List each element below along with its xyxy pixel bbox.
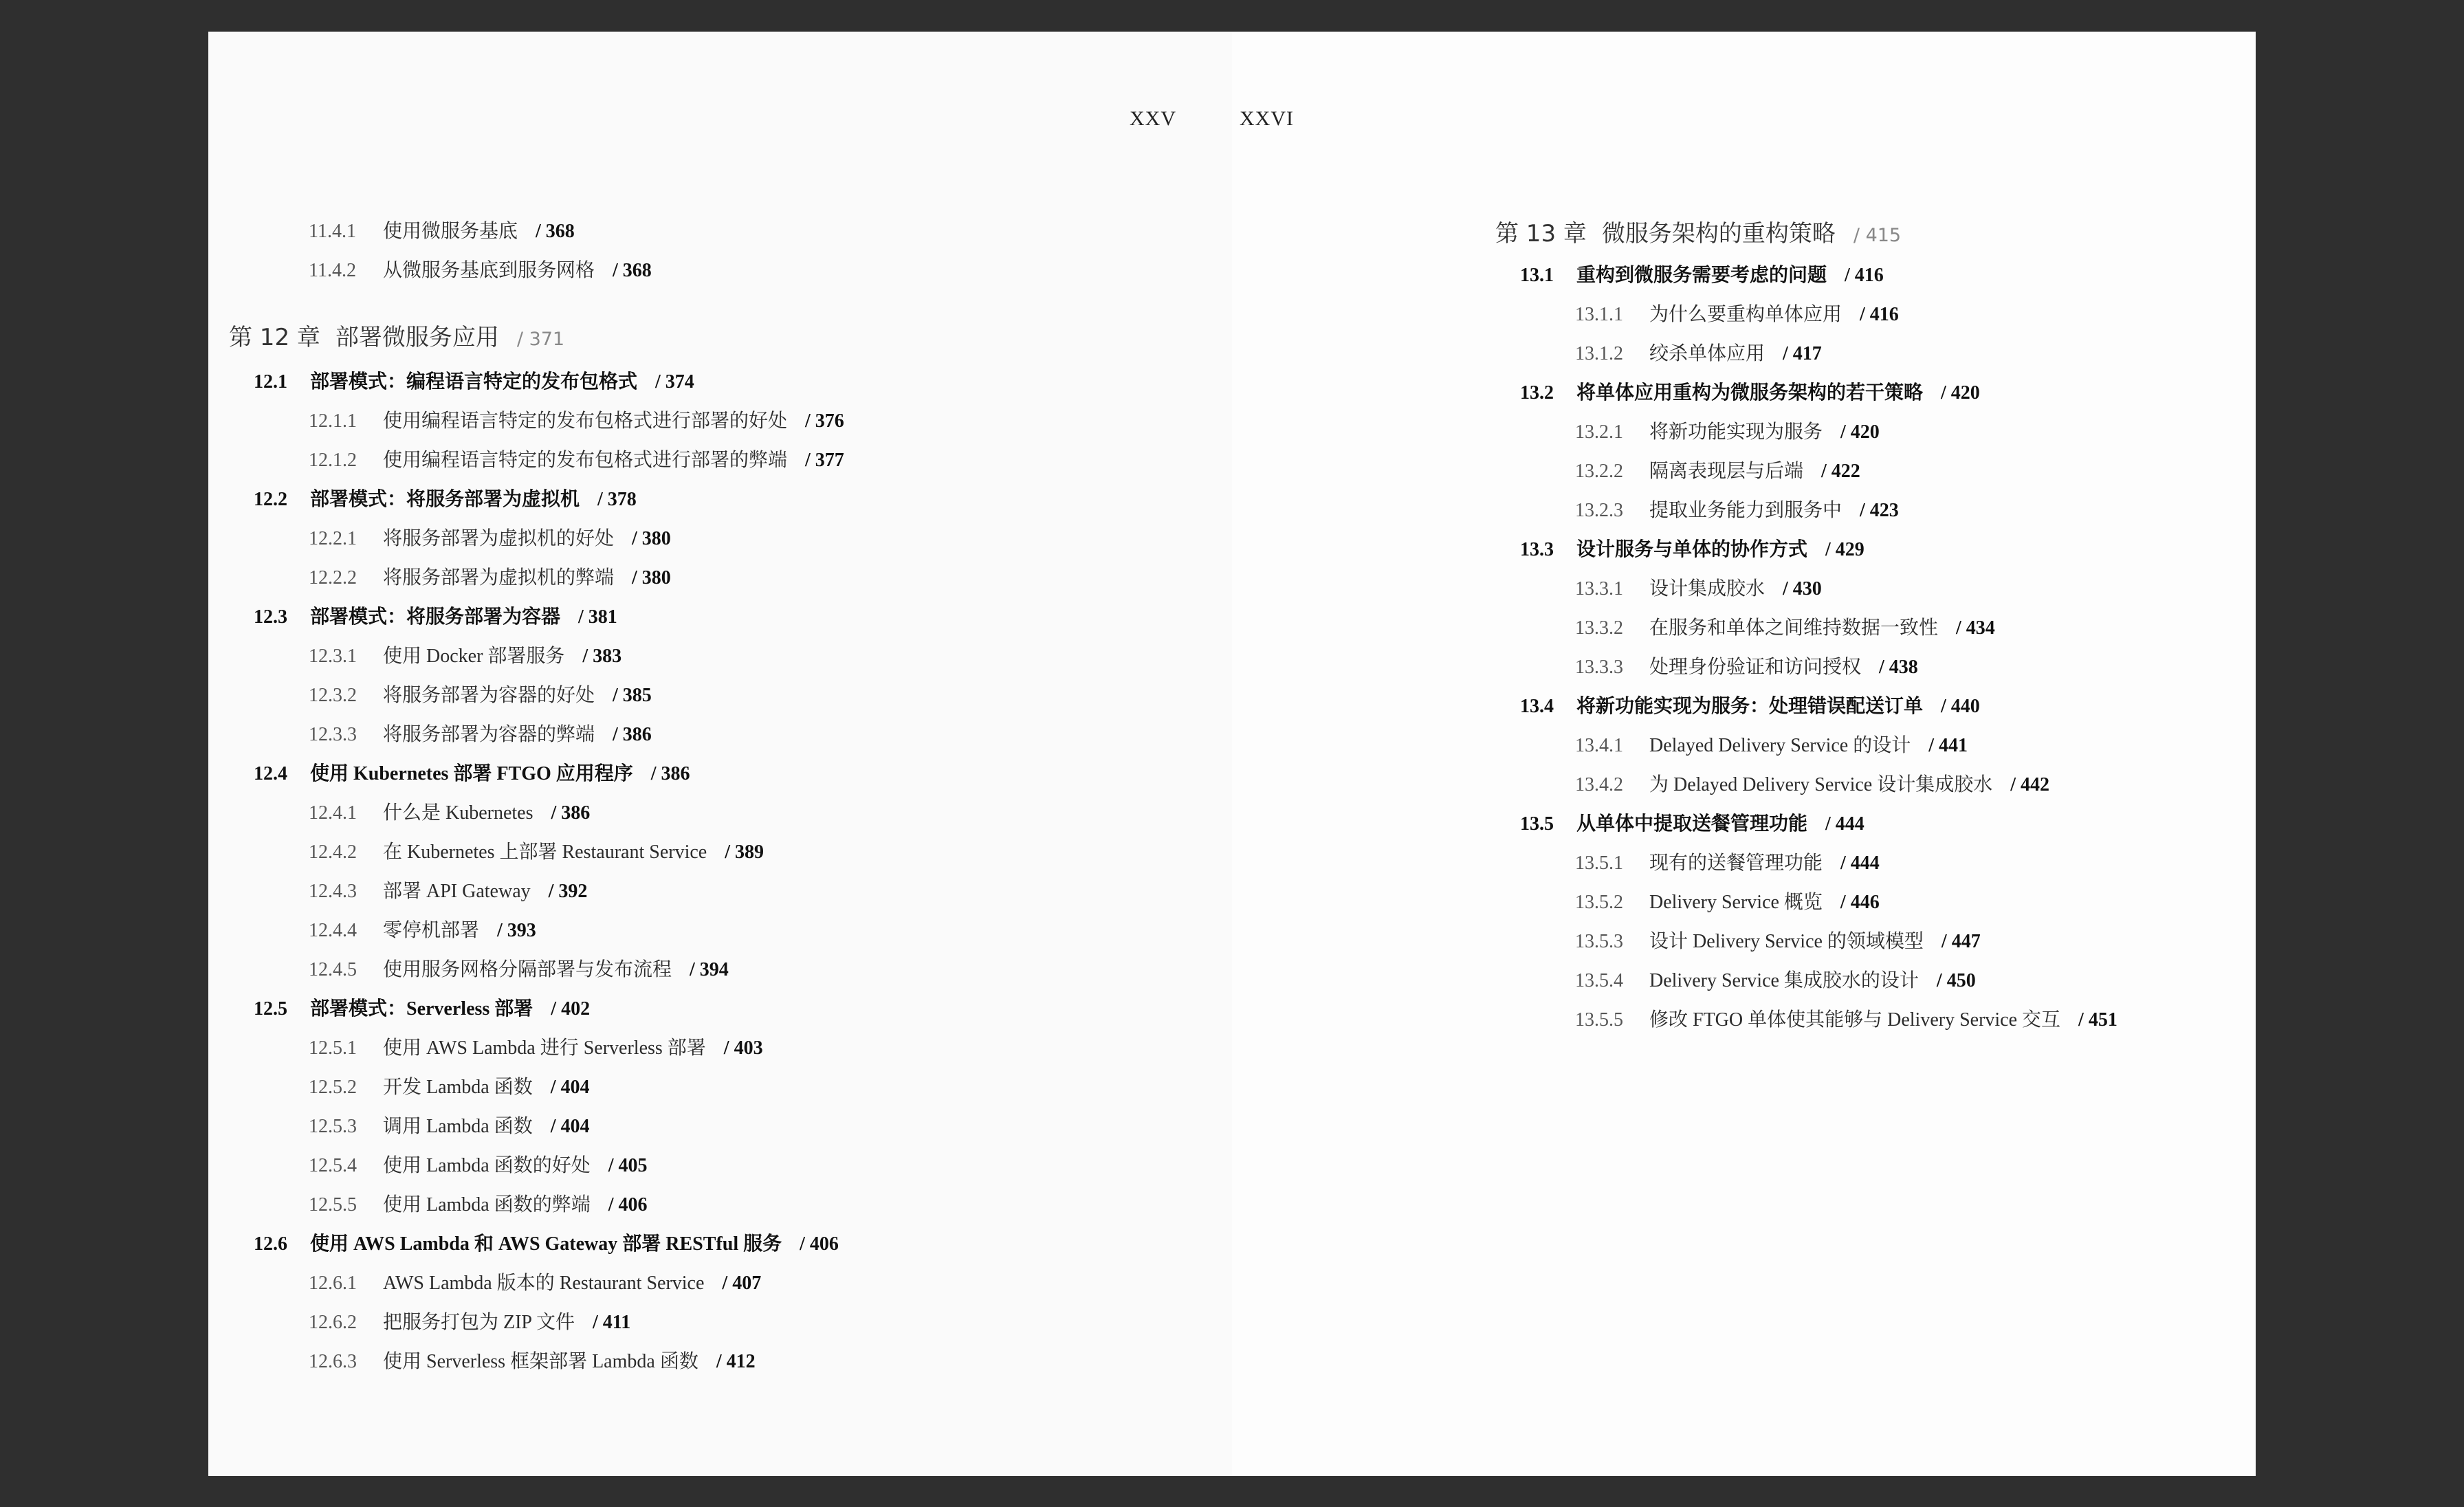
toc-entry-number: 12.2.1 — [309, 528, 357, 549]
toc-subsection-entry — [309, 686, 652, 705]
left-page — [208, 32, 1232, 1476]
toc-entry-title: 使用编程语言特定的发布包格式进行部署的弊端 — [383, 450, 788, 471]
page-number-left: XXV — [1130, 107, 1176, 130]
toc-chapter-entry — [1495, 220, 1902, 248]
toc-entry-title: 从微服务基底到服务网格 — [383, 260, 595, 281]
toc-entry-title: 处理身份验证和访问授权 — [1649, 657, 1862, 678]
toc-entry-number: 11.4.2 — [309, 260, 356, 281]
toc-entry-page: / 420 — [1941, 382, 1980, 404]
toc-entry-number: 12.5.2 — [309, 1077, 357, 1098]
toc-entry-title: 使用 Lambda 函数的好处 — [383, 1155, 591, 1176]
toc-entry-number: 12.4.2 — [309, 842, 357, 863]
toc-entry-page: / 368 — [613, 260, 652, 281]
toc-entry-title: 部署模式：将服务部署为容器 — [310, 606, 561, 628]
toc-entry-number: 12.4.5 — [309, 959, 357, 980]
toc-subsection-entry — [309, 960, 729, 980]
toc-entry-title: 使用编程语言特定的发布包格式进行部署的好处 — [383, 410, 788, 432]
toc-entry-title: 将服务部署为容器的好处 — [383, 685, 595, 706]
toc-section-entry — [1520, 384, 1980, 403]
toc-entry-title: 部署模式：编程语言特定的发布包格式 — [310, 371, 638, 393]
toc-entry-number: 13.4.2 — [1575, 774, 1623, 795]
toc-entry-title: 重构到微服务需要考虑的问题 — [1576, 265, 1827, 286]
toc-section-entry — [1520, 815, 1864, 834]
toc-section-entry — [254, 1000, 590, 1019]
toc-entry-page: / 434 — [1956, 617, 1995, 639]
toc-entry-title: 使用微服务基底 — [383, 221, 518, 242]
toc-entry-number: 12.5.4 — [309, 1155, 357, 1176]
toc-section-entry — [1520, 697, 1980, 716]
toc-entry-title: Delivery Service 集成胶水的设计 — [1649, 970, 1919, 991]
toc-entry-page: / 407 — [722, 1273, 762, 1294]
toc-entry-page: / 377 — [805, 450, 844, 471]
toc-section-entry — [254, 373, 694, 392]
toc-subsection-entry — [309, 222, 575, 241]
toc-entry-number: 13.2.2 — [1575, 461, 1623, 482]
toc-entry-title: 设计集成胶水 — [1649, 578, 1766, 600]
toc-entry-page: / 385 — [613, 685, 652, 706]
toc-entry-title: 微服务架构的重构策略 — [1601, 220, 1836, 248]
toc-entry-page: / 402 — [551, 998, 591, 1020]
toc-entry-page: / 415 — [1853, 225, 1902, 246]
toc-section-entry — [254, 1235, 839, 1254]
toc-entry-number: 12.5.5 — [309, 1194, 357, 1216]
toc-entry-page: / 406 — [800, 1233, 839, 1255]
toc-subsection-entry — [1575, 501, 1899, 520]
toc-entry-page: / 403 — [723, 1037, 763, 1059]
toc-entry-number: 12.6.2 — [309, 1312, 357, 1333]
toc-entry-page: / 374 — [655, 371, 694, 393]
toc-subsection-entry — [1575, 344, 1822, 364]
toc-entry-title: 将单体应用重构为微服务架构的若干策略 — [1576, 382, 1924, 404]
toc-subsection-entry — [309, 647, 622, 666]
toc-entry-title: 设计服务与单体的协作方式 — [1576, 539, 1808, 560]
toc-entry-title: Delivery Service 概览 — [1649, 892, 1823, 913]
toc-subsection-entry — [1575, 619, 1995, 638]
toc-entry-page: / 442 — [2010, 774, 2049, 795]
toc-entry-number: 12.4.1 — [309, 802, 357, 824]
toc-entry-number: 13.4.1 — [1575, 735, 1623, 756]
toc-entry-number: 12.3 — [254, 606, 287, 628]
toc-entry-title: 现有的送餐管理功能 — [1649, 852, 1823, 874]
toc-subsection-entry — [1575, 971, 1976, 991]
toc-subsection-entry — [1575, 1011, 2118, 1030]
toc-entry-number: 12.3.3 — [309, 724, 357, 745]
toc-entry-number: 13.3 — [1520, 539, 1554, 560]
toc-entry-page: / 420 — [1840, 421, 1880, 443]
toc-entry-title: 将新功能实现为服务 — [1649, 421, 1823, 443]
toc-entry-number: 13.3.2 — [1575, 617, 1623, 639]
toc-entry-page: / 386 — [613, 724, 652, 745]
toc-entry-page: / 444 — [1840, 852, 1880, 874]
toc-subsection-entry — [1575, 423, 1880, 442]
toc-section-entry — [254, 608, 617, 627]
toc-entry-page: / 447 — [1941, 931, 1981, 952]
toc-entry-title: 部署微服务应用 — [335, 324, 499, 351]
toc-entry-title: 调用 Lambda 函数 — [383, 1116, 533, 1137]
toc-entry-page: / 368 — [536, 221, 575, 242]
toc-entry-number: 13.1.2 — [1575, 343, 1623, 364]
toc-subsection-entry — [309, 529, 671, 549]
toc-entry-page: / 378 — [597, 489, 637, 510]
toc-entry-title: 使用 AWS Lambda 和 AWS Gateway 部署 RESTful 服务 — [310, 1233, 782, 1255]
toc-subsection-entry — [309, 1196, 648, 1215]
toc-entry-page: / 438 — [1879, 657, 1918, 678]
toc-entry-title: 在 Kubernetes 上部署 Restaurant Service — [383, 842, 707, 863]
toc-entry-title: 什么是 Kubernetes — [383, 802, 534, 824]
toc-entry-number: 12.1.2 — [309, 450, 357, 471]
toc-entry-page: / 417 — [1783, 343, 1822, 364]
toc-entry-number: 13.1.1 — [1575, 304, 1623, 325]
toc-subsection-entry — [1575, 580, 1822, 599]
toc-subsection-entry — [309, 1078, 590, 1097]
toc-entry-number: 12.4.3 — [309, 881, 357, 902]
toc-entry-page: / 392 — [548, 881, 588, 902]
toc-entry-page: / 416 — [1845, 265, 1884, 286]
toc-entry-title: 为 Delayed Delivery Service 设计集成胶水 — [1649, 774, 1993, 795]
toc-entry-number: 12.2 — [254, 489, 287, 510]
toc-entry-page: / 441 — [1928, 735, 1968, 756]
toc-entry-page: / 411 — [592, 1312, 631, 1333]
toc-entry-number: 12.6 — [254, 1233, 287, 1255]
toc-subsection-entry — [309, 1352, 756, 1372]
toc-entry-title: 使用 Serverless 框架部署 Lambda 函数 — [383, 1351, 698, 1372]
toc-entry-number: 13.2.3 — [1575, 500, 1623, 521]
toc-entry-number: 12.5 — [254, 998, 287, 1020]
toc-entry-number: 12.1.1 — [309, 410, 357, 432]
toc-entry-title: 使用服务网格分隔部署与发布流程 — [383, 959, 672, 980]
toc-subsection-entry — [309, 569, 671, 588]
toc-entry-number: 13.5.2 — [1575, 892, 1623, 913]
toc-entry-title: 将服务部署为容器的弊端 — [383, 724, 595, 745]
toc-entry-title: 将新功能实现为服务：处理错误配送订单 — [1576, 696, 1924, 717]
toc-subsection-entry — [309, 804, 590, 823]
toc-entry-page: / 376 — [805, 410, 844, 432]
toc-entry-number: 第 13 章 — [1495, 220, 1587, 248]
toc-entry-number: 12.4.4 — [309, 920, 357, 941]
toc-subsection-entry — [1575, 462, 1860, 481]
toc-entry-number: 12.3.2 — [309, 685, 357, 706]
toc-entry-number: 13.3.1 — [1575, 578, 1623, 600]
toc-entry-title: 设计 Delivery Service 的领域模型 — [1649, 931, 1924, 952]
toc-entry-page: / 404 — [550, 1077, 590, 1098]
toc-entry-number: 12.2.2 — [309, 567, 357, 588]
toc-entry-number: 13.3.3 — [1575, 657, 1623, 678]
toc-entry-page: / 394 — [690, 959, 729, 980]
toc-entry-page: / 429 — [1825, 539, 1864, 560]
toc-entry-page: / 423 — [1860, 500, 1899, 521]
toc-entry-page: / 440 — [1941, 696, 1980, 717]
toc-entry-title: 使用 Lambda 函数的弊端 — [383, 1194, 591, 1216]
toc-entry-title: 从单体中提取送餐管理功能 — [1576, 813, 1808, 835]
toc-subsection-entry — [309, 1117, 590, 1136]
toc-section-entry — [1520, 540, 1864, 560]
toc-entry-number: 12.1 — [254, 371, 287, 393]
toc-entry-number: 13.4 — [1520, 696, 1554, 717]
toc-subsection-entry — [1575, 776, 2049, 795]
toc-subsection-entry — [309, 451, 844, 470]
toc-entry-page: / 404 — [550, 1116, 590, 1137]
toc-entry-title: 使用 Docker 部署服务 — [383, 646, 565, 667]
toc-entry-number: 13.5 — [1520, 813, 1554, 835]
toc-entry-number: 12.6.1 — [309, 1273, 357, 1294]
toc-entry-page: / 380 — [632, 528, 671, 549]
toc-entry-page: / 406 — [608, 1194, 648, 1216]
toc-entry-title: Delayed Delivery Service 的设计 — [1649, 735, 1911, 756]
toc-subsection-entry — [309, 1156, 648, 1176]
toc-entry-page: / 381 — [578, 606, 617, 628]
toc-entry-title: 使用 AWS Lambda 进行 Serverless 部署 — [383, 1037, 706, 1059]
toc-entry-number: 12.6.3 — [309, 1351, 357, 1372]
toc-entry-title: 提取业务能力到服务中 — [1649, 500, 1842, 521]
toc-entry-title: 把服务打包为 ZIP 文件 — [383, 1312, 575, 1333]
toc-entry-title: 在服务和单体之间维持数据一致性 — [1649, 617, 1939, 639]
toc-entry-title: 为什么要重构单体应用 — [1649, 304, 1842, 325]
toc-entry-page: / 422 — [1821, 461, 1860, 482]
toc-entry-title: 隔离表现层与后端 — [1649, 461, 1804, 482]
toc-entry-title: 部署模式：将服务部署为虚拟机 — [310, 489, 580, 510]
toc-entry-page: / 393 — [497, 920, 536, 941]
toc-entry-number: 13.2 — [1520, 382, 1554, 404]
toc-entry-title: 将服务部署为虚拟机的好处 — [383, 528, 615, 549]
toc-subsection-entry — [1575, 854, 1880, 873]
toc-entry-page: / 383 — [582, 646, 622, 667]
toc-entry-page: / 386 — [551, 802, 591, 824]
toc-entry-title: 部署模式：Serverless 部署 — [310, 998, 534, 1020]
toc-subsection-entry — [309, 1274, 761, 1293]
toc-entry-page: / 444 — [1825, 813, 1864, 835]
toc-entry-page: / 389 — [725, 842, 764, 863]
toc-entry-page: / 412 — [716, 1351, 756, 1372]
toc-entry-title: AWS Lambda 版本的 Restaurant Service — [383, 1273, 705, 1294]
toc-entry-page: / 446 — [1840, 892, 1880, 913]
toc-entry-number: 13.5.1 — [1575, 852, 1623, 874]
toc-entry-title: 使用 Kubernetes 部署 FTGO 应用程序 — [310, 763, 633, 784]
toc-entry-page: / 371 — [516, 329, 565, 350]
toc-subsection-entry — [309, 843, 764, 862]
toc-entry-number: 12.4 — [254, 763, 287, 784]
toc-subsection-entry — [1575, 736, 1968, 756]
toc-section-entry — [254, 490, 637, 509]
toc-entry-number: 13.5.3 — [1575, 931, 1623, 952]
toc-entry-number: 13.1 — [1520, 265, 1554, 286]
toc-subsection-entry — [309, 1039, 763, 1058]
toc-subsection-entry — [1575, 932, 1981, 952]
toc-entry-number: 11.4.1 — [309, 221, 356, 242]
toc-entry-page: / 416 — [1860, 304, 1899, 325]
toc-chapter-entry — [229, 326, 564, 349]
toc-subsection-entry — [1575, 305, 1899, 324]
toc-subsection-entry — [309, 921, 536, 940]
toc-entry-title: 部署 API Gateway — [383, 881, 531, 902]
toc-entry-page: / 380 — [632, 567, 671, 588]
toc-entry-number: 12.3.1 — [309, 646, 357, 667]
toc-subsection-entry — [309, 261, 652, 280]
toc-section-entry — [254, 764, 690, 784]
toc-subsection-entry — [309, 1313, 630, 1332]
toc-entry-number: 13.2.1 — [1575, 421, 1623, 443]
toc-entry-title: 修改 FTGO 单体使其能够与 Delivery Service 交互 — [1649, 1009, 2061, 1031]
toc-entry-page: / 405 — [608, 1155, 648, 1176]
toc-subsection-entry — [1575, 893, 1880, 912]
toc-subsection-entry — [1575, 658, 1918, 677]
toc-entry-number: 第 12 章 — [229, 324, 320, 351]
toc-entry-page: / 430 — [1783, 578, 1822, 600]
toc-entry-title: 绞杀单体应用 — [1649, 343, 1766, 364]
toc-entry-title: 开发 Lambda 函数 — [383, 1077, 533, 1098]
page-number-right: XXVI — [1240, 107, 1294, 130]
toc-entry-number: 13.5.5 — [1575, 1009, 1623, 1031]
toc-subsection-entry — [309, 412, 844, 431]
toc-entry-page: / 451 — [2078, 1009, 2118, 1031]
toc-entry-page: / 386 — [650, 763, 690, 784]
toc-section-entry — [1520, 266, 1884, 285]
toc-entry-number: 12.5.3 — [309, 1116, 357, 1137]
toc-subsection-entry — [309, 882, 587, 901]
toc-entry-number: 12.5.1 — [309, 1037, 357, 1059]
toc-entry-title: 零停机部署 — [383, 920, 480, 941]
page-spread — [208, 32, 2256, 1476]
toc-entry-page: / 450 — [1936, 970, 1976, 991]
toc-subsection-entry — [309, 725, 652, 745]
toc-entry-number: 13.5.4 — [1575, 970, 1623, 991]
toc-entry-title: 将服务部署为虚拟机的弊端 — [383, 567, 615, 588]
